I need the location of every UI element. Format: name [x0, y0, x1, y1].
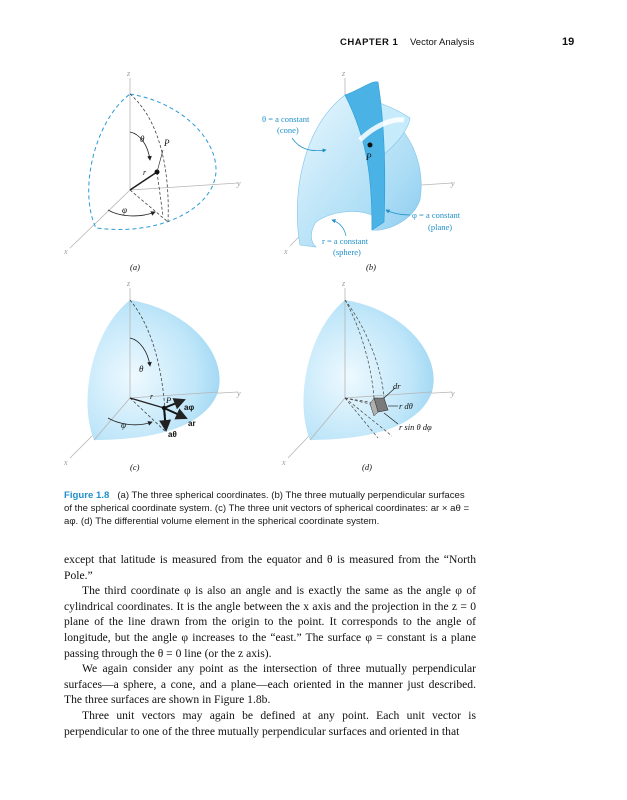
- chapter-title: Vector Analysis: [410, 37, 475, 48]
- phi-arc: [108, 210, 155, 216]
- panel-c-label: (c): [130, 462, 140, 472]
- panel-c: [63, 279, 241, 472]
- cone-label-2: (cone): [277, 125, 299, 135]
- point-p-label: P: [164, 138, 170, 148]
- sphere-outline-dashed: [89, 94, 216, 229]
- figure-label: Figure 1.8: [64, 490, 110, 501]
- theta-label: θ: [140, 134, 145, 144]
- x-axis: [70, 190, 130, 248]
- axis-y-label: y: [237, 389, 241, 398]
- point-p-label: P: [366, 152, 372, 162]
- rdtheta-label: r dθ: [399, 401, 413, 411]
- figure-caption: [64, 489, 474, 529]
- panel-b: [262, 69, 461, 272]
- paragraph: The third coordinate φ is also an angle and is exactly the same as the angle φ of cylindrical coordinates. It is the angle between the x axis and the projection in the z = 0 plane of the line drawn from the origin to the point. It corresponds to the angle of longitude, but the angle φ increases to the “east.” The surface φ = constant is a plane passing through the θ = 0 line (or the z axis).: [64, 584, 476, 660]
- theta-label: θ: [139, 364, 144, 374]
- rsindphi-label: r sin θ dφ: [399, 422, 432, 432]
- axis-z-label: z: [127, 69, 131, 78]
- paragraph: except that latitude is measured from the equator and θ is measured from the “North Pole.”: [64, 553, 476, 582]
- panel-d: [281, 279, 455, 472]
- page-number: 19: [562, 36, 575, 48]
- body-text: [64, 552, 476, 739]
- sphere-octant: [303, 300, 433, 440]
- axis-z-label: z: [342, 279, 346, 288]
- paragraph: We again consider any point as the intersection of three mutually perpendicular surfaces—a sphere, a cone, and a plane—each oriented in the manner just described. The three surfaces are shown in Figure 1.8b.: [64, 662, 476, 707]
- a-theta-label: aθ: [168, 430, 177, 439]
- meridian-dashed: [130, 94, 168, 222]
- axis-y-label: y: [237, 179, 241, 188]
- panel-a: [63, 69, 241, 272]
- y-axis: [130, 183, 238, 190]
- plane-label-1: φ = a constant: [412, 210, 461, 220]
- a-r-label: ar: [188, 419, 196, 428]
- point-p-label: P: [166, 395, 172, 405]
- axis-x-label: x: [282, 458, 286, 467]
- axis-x-label: x: [64, 458, 68, 467]
- axis-z-label: z: [342, 69, 346, 78]
- axis-x-label: x: [284, 247, 288, 256]
- phi-label: φ: [122, 205, 127, 215]
- r-label: r: [150, 392, 154, 401]
- paragraph: Three unit vectors may again be defined at any point. Each unit vector is perpendicular to one of the three mutually perpendicular surfaces and oriented in that: [64, 708, 476, 738]
- axis-x-label: x: [64, 247, 68, 256]
- axis-z-label: z: [127, 279, 131, 288]
- sphere-octant: [87, 300, 219, 440]
- panel-a-label: (a): [130, 262, 140, 272]
- sphere-label-2: (sphere): [333, 247, 361, 257]
- cone-label-1: θ = a constant: [262, 114, 310, 124]
- panel-d-label: (d): [362, 462, 372, 472]
- sphere-label-1: r = a constant: [322, 236, 369, 246]
- phi-label: φ: [121, 420, 126, 430]
- chapter-label: CHAPTER 1: [340, 37, 399, 48]
- dr-label: dr: [393, 381, 401, 391]
- axis-y-label: y: [451, 179, 455, 188]
- point-p: [368, 143, 373, 148]
- r-label: r: [143, 168, 147, 177]
- axis-y-label: y: [451, 389, 455, 398]
- plane-label-2: (plane): [428, 222, 453, 232]
- panel-b-label: (b): [366, 262, 376, 272]
- a-phi-label: aφ: [184, 403, 195, 412]
- drop-dashed: [157, 172, 163, 216]
- caption-text: (a) The three spherical coordinates. (b) The three mutually perpendicular surfaces of the spherical coordinate system. (c) The three unit vectors of spherical coordinates: ar × aθ = aφ. (d) The differential volume element in the spherical coordinate system.: [64, 490, 470, 528]
- projection-dashed: [130, 190, 168, 222]
